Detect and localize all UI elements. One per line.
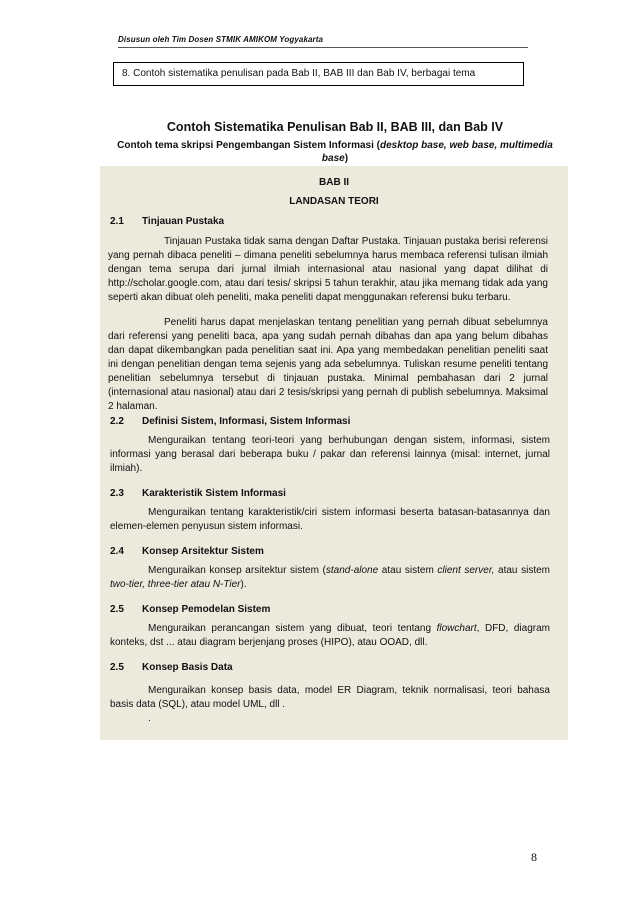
text-run: Menguraikan perancangan sistem yang dibuat, teori tentang [148, 623, 437, 634]
subtitle-prefix: Contoh tema skripsi Pengembangan Sistem Informasi ( [117, 140, 380, 151]
subtitle-italic: desktop base, web base, multimedia base [321, 140, 553, 164]
header-rule [118, 47, 528, 48]
section-paragraph: Menguraikan tentang karakteristik/ciri sistem informasi beserta batasan-batasannya dan elemen-elemen penyusun sistem informasi. [110, 507, 550, 532]
section-title: Tinjauan Pustaka [142, 216, 225, 227]
section-number: 2.1 [110, 216, 124, 227]
text-run: Menguraikan konsep arsitektur sistem ( [148, 565, 326, 576]
text-run: atau sistem [378, 565, 438, 576]
trailing-dot: . [148, 713, 151, 724]
italic-run: stand-alone [325, 565, 379, 576]
section-title: Konsep Arsitektur Sistem [142, 546, 264, 557]
content-panel [100, 166, 568, 740]
section-title: Konsep Pemodelan Sistem [142, 604, 271, 615]
section-number: 2.5 [110, 604, 124, 615]
section-number: 2.3 [110, 488, 124, 499]
section-number: 2.4 [110, 546, 124, 557]
text-run: , DFD, diagram konteks, dst ... atau diagram berjenjang proses (HIPO), atau OOAD, dll. [110, 623, 551, 648]
section-heading [110, 216, 224, 227]
section-number: 2.2 [110, 416, 124, 427]
document-header: Disusun oleh Tim Dosen STMIK AMIKOM Yogyakarta [118, 35, 324, 44]
subtitle-suffix: ) [344, 153, 349, 164]
italic-run: client server, [437, 565, 495, 576]
section-box-note: 8. Contoh sistematika penulisan pada Bab II, BAB III dan Bab IV, berbagai tema [113, 62, 524, 86]
page-title: Contoh Sistematika Penulisan Bab II, BAB III, dan Bab IV [166, 120, 504, 134]
section-paragraph: Tinjauan Pustaka tidak sama dengan Daftar Pustaka. Tinjauan pustaka berisi referensi yang pernah dibaca peneliti – dimana peneliti sebelumnya harus membaca referensi tulisan ilmiah dengan tema serupa dari jurnal ilmiah internasional atau nasional yang dapat dilihat di http://scholar.google.com, atau dari tesis/ skripsi 5 tahun terakhir, atau jika memang tidak ada yang seperti akan dibuat oleh peneliti, maka peneliti dapat menggunakan referensi buku terbaru. [108, 236, 548, 303]
section-title: Konsep Basis Data [142, 662, 233, 673]
section-heading [110, 662, 233, 673]
section-paragraph [110, 564, 550, 592]
section-title: Karakteristik Sistem Informasi [142, 488, 286, 499]
section-heading [110, 416, 350, 427]
text-run: atau sistem [494, 565, 550, 576]
section-paragraph: Menguraikan tentang teori-teori yang berhubungan dengan sistem, informasi, sistem informasi yang berasal dari beberapa buku / pakar dan referensi lainnya (misal: internet, jurnal ilmiah). [110, 435, 550, 474]
page-number: 8 [531, 850, 537, 864]
section-heading [110, 604, 270, 615]
text-run: ). [240, 579, 247, 590]
section-number: 2.5 [110, 662, 124, 673]
italic-run: flowchart [436, 623, 477, 634]
section-paragraph [110, 622, 550, 650]
chapter-name: LANDASAN TEORI [289, 196, 379, 207]
section-title: Definisi Sistem, Informasi, Sistem Informasi [142, 416, 351, 427]
section-heading [110, 488, 286, 499]
page-subtitle [112, 139, 558, 165]
section-paragraph: Peneliti harus dapat menjelaskan tentang penelitian yang pernah dibuat sebelumnya dari referensi yang peneliti baca, apa yang sudah pernah dibahas dan apa yang belum dibahas dan dapat dikembangkan pada penelitian saat ini. Apa yang membedakan penelitian peneliti saat ini dengan penelitian dengan tema sejenis yang ada sebelumnya. Tuliskan resume peneliti tentang penelitian sebelumnya tersebut di tinjauan pustaka. Minimal pembahasan dari 2 jurnal (internasional atau nasional) atau dari 2 tesis/skripsi yang pernah di publish sebelumnya. Maksimal 2 halaman. [108, 317, 548, 412]
italic-run: two-tier, three-tier atau N-Tier [110, 579, 241, 590]
section-paragraph: Menguraikan konsep basis data, model ER Diagram, teknik normalisasi, teori bahasa basis data (SQL), atau model UML, dll . [110, 685, 550, 710]
chapter-label: BAB II [319, 177, 349, 188]
section-heading [110, 546, 264, 557]
